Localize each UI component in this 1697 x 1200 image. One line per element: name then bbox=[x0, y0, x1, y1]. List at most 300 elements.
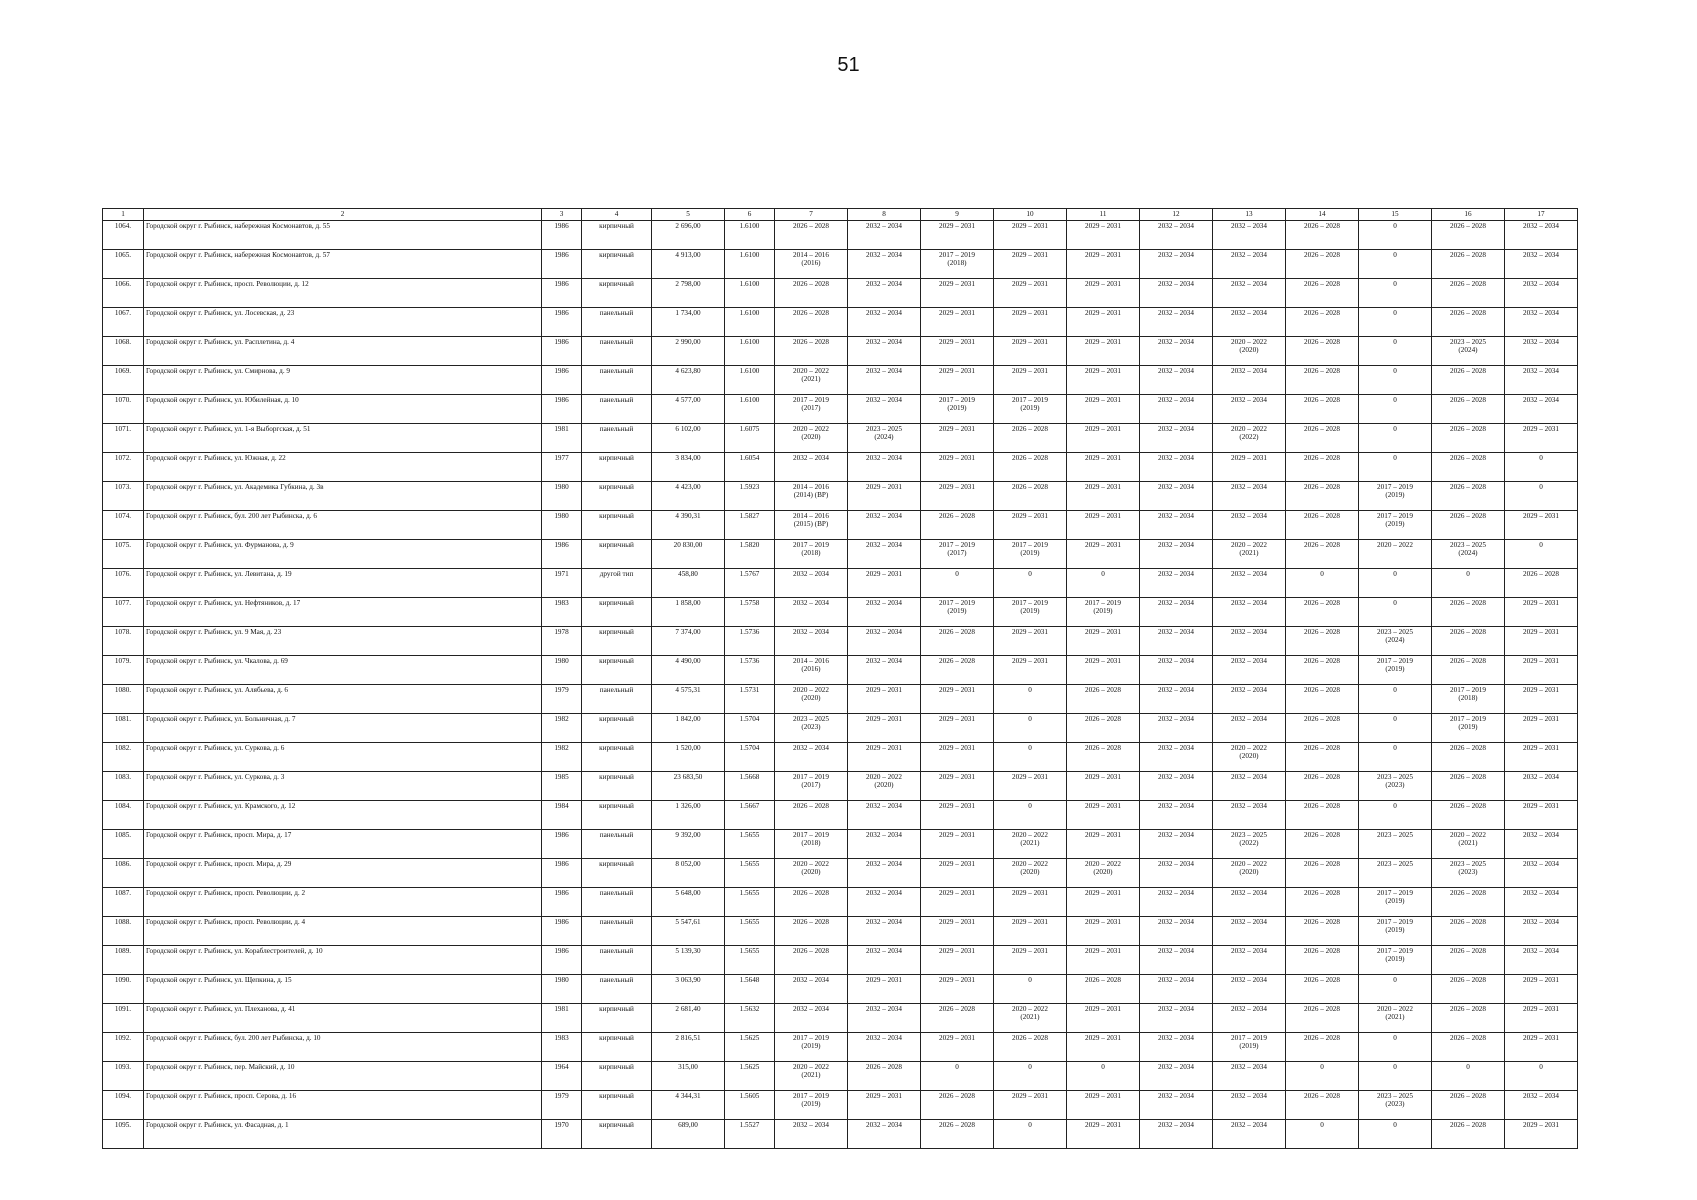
table-cell: 1986 bbox=[542, 830, 582, 859]
table-cell: 0 bbox=[1359, 308, 1432, 337]
table-cell: 2017 – 2019 (2019) bbox=[921, 598, 994, 627]
column-number-header: 14 bbox=[1286, 209, 1359, 221]
table-cell: 2029 – 2031 bbox=[921, 975, 994, 1004]
table-cell: 8 052,00 bbox=[652, 859, 725, 888]
table-cell: 2017 – 2019 (2019) bbox=[1067, 598, 1140, 627]
table-cell: 2017 – 2019 (2019) bbox=[994, 598, 1067, 627]
table-cell: 2032 – 2034 bbox=[1213, 511, 1286, 540]
table-row bbox=[103, 569, 1578, 598]
table-cell: 0 bbox=[994, 1120, 1067, 1149]
table-cell: 2032 – 2034 bbox=[848, 308, 921, 337]
table-cell: кирпичный bbox=[582, 221, 652, 250]
table-cell: 2029 – 2031 bbox=[1067, 1004, 1140, 1033]
table-cell: 2029 – 2031 bbox=[1505, 598, 1578, 627]
row-number-cell: 1092. bbox=[103, 1033, 144, 1062]
table-cell: 2029 – 2031 bbox=[1505, 685, 1578, 714]
table-cell: 2026 – 2028 bbox=[1432, 453, 1505, 482]
table-cell: 2029 – 2031 bbox=[994, 279, 1067, 308]
table-cell: 23 683,50 bbox=[652, 772, 725, 801]
row-number-cell: 1067. bbox=[103, 308, 144, 337]
table-row bbox=[103, 424, 1578, 453]
table-cell: 2026 – 2028 bbox=[1286, 453, 1359, 482]
table-cell: 2026 – 2028 bbox=[1286, 482, 1359, 511]
row-number-cell: 1075. bbox=[103, 540, 144, 569]
table-cell: 2017 – 2019 (2018) bbox=[921, 250, 994, 279]
table-cell: 1.5767 bbox=[725, 569, 775, 598]
table-row bbox=[103, 859, 1578, 888]
table-cell: кирпичный bbox=[582, 743, 652, 772]
table-cell: 2029 – 2031 bbox=[1067, 540, 1140, 569]
table-cell: 1 326,00 bbox=[652, 801, 725, 830]
table-cell: 2032 – 2034 bbox=[1140, 830, 1213, 859]
table-cell: 2026 – 2028 bbox=[1432, 366, 1505, 395]
table-cell: 2026 – 2028 bbox=[1432, 1120, 1505, 1149]
table-cell: 1.5655 bbox=[725, 888, 775, 917]
table-cell: 2026 – 2028 bbox=[1286, 1004, 1359, 1033]
table-cell: 2026 – 2028 bbox=[1286, 395, 1359, 424]
table-cell: 2032 – 2034 bbox=[1505, 772, 1578, 801]
table-cell: 2032 – 2034 bbox=[1213, 685, 1286, 714]
table-cell: 1.6054 bbox=[725, 453, 775, 482]
table-cell: 2026 – 2028 bbox=[1432, 1033, 1505, 1062]
table-cell: кирпичный bbox=[582, 1004, 652, 1033]
table-cell: 1.6100 bbox=[725, 250, 775, 279]
table-cell: 2029 – 2031 bbox=[1067, 250, 1140, 279]
table-row bbox=[103, 743, 1578, 772]
table-cell: 0 bbox=[1359, 714, 1432, 743]
table-cell: 0 bbox=[1359, 801, 1432, 830]
table-cell: 2026 – 2028 bbox=[1432, 627, 1505, 656]
address-cell: Городской округ г. Рыбинск, ул. Щепкина, д. 15 bbox=[144, 975, 542, 1004]
table-cell: 2029 – 2031 bbox=[921, 743, 994, 772]
table-cell: 2017 – 2019 (2019) bbox=[1359, 946, 1432, 975]
table-cell: 1.5655 bbox=[725, 859, 775, 888]
table-cell: 2026 – 2028 bbox=[1432, 946, 1505, 975]
table-cell: 2023 – 2025 (2023) bbox=[1359, 1091, 1432, 1120]
table-cell: 1.5736 bbox=[725, 627, 775, 656]
table-row bbox=[103, 946, 1578, 975]
table-cell: 2032 – 2034 bbox=[775, 1120, 848, 1149]
table-cell: 2029 – 2031 bbox=[994, 308, 1067, 337]
table-cell: 2032 – 2034 bbox=[848, 540, 921, 569]
table-cell: 2029 – 2031 bbox=[921, 830, 994, 859]
column-number-header: 9 bbox=[921, 209, 994, 221]
table-cell: 2032 – 2034 bbox=[1140, 888, 1213, 917]
table-cell: 2032 – 2034 bbox=[1140, 308, 1213, 337]
table-cell: 2032 – 2034 bbox=[1140, 801, 1213, 830]
table-row bbox=[103, 221, 1578, 250]
table-cell: 2032 – 2034 bbox=[1213, 1004, 1286, 1033]
table-cell: 2017 – 2019 (2019) bbox=[1359, 511, 1432, 540]
table-cell: 0 bbox=[1505, 1062, 1578, 1091]
table-cell: 2026 – 2028 bbox=[1286, 627, 1359, 656]
table-cell: 2032 – 2034 bbox=[775, 743, 848, 772]
address-cell: Городской округ г. Рыбинск, ул. 9 Мая, д. 23 bbox=[144, 627, 542, 656]
table-cell: 2029 – 2031 bbox=[1505, 1120, 1578, 1149]
table-cell: 2029 – 2031 bbox=[994, 250, 1067, 279]
table-cell: кирпичный bbox=[582, 482, 652, 511]
row-number-cell: 1088. bbox=[103, 917, 144, 946]
table-cell: 1980 bbox=[542, 511, 582, 540]
table-cell: 2032 – 2034 bbox=[1140, 975, 1213, 1004]
address-cell: Городской округ г. Рыбинск, пер. Майский, д. 10 bbox=[144, 1062, 542, 1091]
table-cell: 2029 – 2031 bbox=[921, 279, 994, 308]
table-cell: 1980 bbox=[542, 656, 582, 685]
table-cell: 2026 – 2028 bbox=[921, 1120, 994, 1149]
table-cell: 2029 – 2031 bbox=[1505, 1033, 1578, 1062]
table-cell: 1977 bbox=[542, 453, 582, 482]
table-cell: 2017 – 2019 (2017) bbox=[775, 395, 848, 424]
table-cell: 1 858,00 bbox=[652, 598, 725, 627]
table-cell: 2026 – 2028 bbox=[1286, 946, 1359, 975]
table-cell: 4 577,00 bbox=[652, 395, 725, 424]
table-cell: 2029 – 2031 bbox=[1505, 424, 1578, 453]
table-cell: 2032 – 2034 bbox=[1213, 366, 1286, 395]
table-cell: 2026 – 2028 bbox=[1432, 308, 1505, 337]
table-cell: 2029 – 2031 bbox=[1067, 424, 1140, 453]
address-cell: Городской округ г. Рыбинск, просп. Мира, д. 29 bbox=[144, 859, 542, 888]
table-cell: 2032 – 2034 bbox=[1505, 917, 1578, 946]
table-cell: 2032 – 2034 bbox=[1213, 482, 1286, 511]
table-cell: 2017 – 2019 (2019) bbox=[994, 395, 1067, 424]
table-cell: 2029 – 2031 bbox=[1505, 627, 1578, 656]
table-cell: 2029 – 2031 bbox=[848, 714, 921, 743]
table-cell: 2026 – 2028 bbox=[994, 1033, 1067, 1062]
table-cell: 2026 – 2028 bbox=[775, 308, 848, 337]
column-number-header: 8 bbox=[848, 209, 921, 221]
table-cell: кирпичный bbox=[582, 540, 652, 569]
address-cell: Городской округ г. Рыбинск, набережная Космонавтов, д. 57 bbox=[144, 250, 542, 279]
table-cell: 7 374,00 bbox=[652, 627, 725, 656]
table-cell: 2029 – 2031 bbox=[921, 801, 994, 830]
table-cell: 0 bbox=[1359, 453, 1432, 482]
row-number-cell: 1080. bbox=[103, 685, 144, 714]
table-cell: 2026 – 2028 bbox=[994, 424, 1067, 453]
table-row bbox=[103, 714, 1578, 743]
table-cell: 0 bbox=[1505, 540, 1578, 569]
table-cell: 2026 – 2028 bbox=[1432, 801, 1505, 830]
table-cell: 0 bbox=[994, 975, 1067, 1004]
table-cell: кирпичный bbox=[582, 801, 652, 830]
table-cell: 1.5648 bbox=[725, 975, 775, 1004]
table-cell: 2026 – 2028 bbox=[1432, 424, 1505, 453]
table-cell: 2032 – 2034 bbox=[1140, 1120, 1213, 1149]
table-cell: 2023 – 2025 (2024) bbox=[1432, 337, 1505, 366]
row-number-cell: 1082. bbox=[103, 743, 144, 772]
address-cell: Городской округ г. Рыбинск, просп. Революции, д. 4 bbox=[144, 917, 542, 946]
table-cell: 2029 – 2031 bbox=[1067, 279, 1140, 308]
table-cell: 2026 – 2028 bbox=[1286, 540, 1359, 569]
address-cell: Городской округ г. Рыбинск, набережная Космонавтов, д. 55 bbox=[144, 221, 542, 250]
table-cell: 2029 – 2031 bbox=[994, 511, 1067, 540]
table-cell: 2020 – 2022 (2021) bbox=[1432, 830, 1505, 859]
table-cell: 1983 bbox=[542, 1033, 582, 1062]
column-number-header: 3 bbox=[542, 209, 582, 221]
table-cell: 0 bbox=[921, 1062, 994, 1091]
table-cell: 1986 bbox=[542, 946, 582, 975]
table-cell: 2020 – 2022 (2020) bbox=[1213, 743, 1286, 772]
table-cell: 2020 – 2022 (2020) bbox=[1067, 859, 1140, 888]
row-number-cell: 1070. bbox=[103, 395, 144, 424]
table-cell: 0 bbox=[1359, 221, 1432, 250]
table-cell: 1.5704 bbox=[725, 714, 775, 743]
table-cell: 0 bbox=[1359, 395, 1432, 424]
table-cell: 2023 – 2025 (2024) bbox=[848, 424, 921, 453]
table-cell: 2032 – 2034 bbox=[1140, 627, 1213, 656]
table-cell: 4 490,00 bbox=[652, 656, 725, 685]
table-cell: 4 423,00 bbox=[652, 482, 725, 511]
table-cell: 2029 – 2031 bbox=[848, 685, 921, 714]
column-number-header: 12 bbox=[1140, 209, 1213, 221]
table-row bbox=[103, 627, 1578, 656]
table-cell: 2026 – 2028 bbox=[1286, 308, 1359, 337]
table-cell: 3 834,00 bbox=[652, 453, 725, 482]
table-cell: 0 bbox=[994, 1062, 1067, 1091]
table-cell: 2029 – 2031 bbox=[921, 888, 994, 917]
table-cell: 1.5625 bbox=[725, 1033, 775, 1062]
table-cell: 2017 – 2019 (2018) bbox=[775, 830, 848, 859]
table-cell: 0 bbox=[1359, 685, 1432, 714]
row-number-cell: 1076. bbox=[103, 569, 144, 598]
table-cell: 2032 – 2034 bbox=[775, 453, 848, 482]
table-cell: 1.5758 bbox=[725, 598, 775, 627]
table-cell: 2032 – 2034 bbox=[1505, 830, 1578, 859]
table-cell: 2032 – 2034 bbox=[775, 975, 848, 1004]
table-cell: 2029 – 2031 bbox=[921, 453, 994, 482]
table-cell: 2026 – 2028 bbox=[775, 221, 848, 250]
column-number-header: 7 bbox=[775, 209, 848, 221]
table-cell: 2029 – 2031 bbox=[921, 221, 994, 250]
table-cell: 2032 – 2034 bbox=[1213, 279, 1286, 308]
table-cell: 2032 – 2034 bbox=[1140, 917, 1213, 946]
table-cell: 2026 – 2028 bbox=[1432, 598, 1505, 627]
table-cell: 2032 – 2034 bbox=[848, 627, 921, 656]
address-cell: Городской округ г. Рыбинск, ул. Академика Губкина, д. 3в bbox=[144, 482, 542, 511]
column-number-header: 6 bbox=[725, 209, 775, 221]
table-cell: панельный bbox=[582, 395, 652, 424]
table-cell: 2029 – 2031 bbox=[1067, 801, 1140, 830]
table-cell: 2026 – 2028 bbox=[1286, 888, 1359, 917]
table-cell: 2026 – 2028 bbox=[1286, 337, 1359, 366]
column-number-header: 5 bbox=[652, 209, 725, 221]
table-cell: 2017 – 2019 (2019) bbox=[1359, 482, 1432, 511]
table-cell: 2026 – 2028 bbox=[775, 917, 848, 946]
table-cell: 2029 – 2031 bbox=[848, 569, 921, 598]
table-cell: 0 bbox=[1359, 1120, 1432, 1149]
table-cell: 2032 – 2034 bbox=[1140, 1062, 1213, 1091]
table-cell: 2032 – 2034 bbox=[1213, 1062, 1286, 1091]
table-cell: 2020 – 2022 (2021) bbox=[775, 1062, 848, 1091]
table-cell: 0 bbox=[1067, 1062, 1140, 1091]
table-row bbox=[103, 801, 1578, 830]
row-number-cell: 1064. bbox=[103, 221, 144, 250]
table-cell: 2029 – 2031 bbox=[994, 888, 1067, 917]
table-cell: 2029 – 2031 bbox=[1067, 1033, 1140, 1062]
table-cell: 1964 bbox=[542, 1062, 582, 1091]
table-cell: 2017 – 2019 (2019) bbox=[775, 1033, 848, 1062]
table-cell: 2014 – 2016 (2014) (ВР) bbox=[775, 482, 848, 511]
address-cell: Городской округ г. Рыбинск, просп. Мира, д. 17 bbox=[144, 830, 542, 859]
table-cell: 1.6100 bbox=[725, 308, 775, 337]
row-number-cell: 1068. bbox=[103, 337, 144, 366]
table-cell: 2026 – 2028 bbox=[1286, 830, 1359, 859]
table-cell: кирпичный bbox=[582, 627, 652, 656]
table-cell: 0 bbox=[994, 569, 1067, 598]
table-cell: 2032 – 2034 bbox=[1140, 946, 1213, 975]
table-cell: 2023 – 2025 (2022) bbox=[1213, 830, 1286, 859]
table-cell: 2029 – 2031 bbox=[848, 743, 921, 772]
table-cell: 2032 – 2034 bbox=[1140, 511, 1213, 540]
table-cell: 0 bbox=[1359, 743, 1432, 772]
row-number-cell: 1083. bbox=[103, 772, 144, 801]
table-cell: 2026 – 2028 bbox=[1286, 221, 1359, 250]
table-cell: 2020 – 2022 (2020) bbox=[775, 685, 848, 714]
row-number-cell: 1078. bbox=[103, 627, 144, 656]
table-cell: 2 816,51 bbox=[652, 1033, 725, 1062]
table-cell: 1.5704 bbox=[725, 743, 775, 772]
table-cell: 0 bbox=[994, 685, 1067, 714]
table-cell: 2032 – 2034 bbox=[1140, 1004, 1213, 1033]
address-cell: Городской округ г. Рыбинск, просп. Серова, д. 16 bbox=[144, 1091, 542, 1120]
table-cell: 0 bbox=[1359, 975, 1432, 1004]
table-cell: 0 bbox=[1286, 1120, 1359, 1149]
table-cell: кирпичный bbox=[582, 714, 652, 743]
table-cell: 2032 – 2034 bbox=[848, 946, 921, 975]
table-cell: 2032 – 2034 bbox=[1140, 424, 1213, 453]
table-cell: 1979 bbox=[542, 685, 582, 714]
table-cell: 315,00 bbox=[652, 1062, 725, 1091]
table-cell: 0 bbox=[1359, 598, 1432, 627]
table-cell: 1.6100 bbox=[725, 366, 775, 395]
table-cell: 2029 – 2031 bbox=[1505, 714, 1578, 743]
table-cell: 1979 bbox=[542, 1091, 582, 1120]
table-cell: 2032 – 2034 bbox=[1140, 1033, 1213, 1062]
table-cell: 2032 – 2034 bbox=[1140, 221, 1213, 250]
address-cell: Городской округ г. Рыбинск, ул. Суркова, д. 3 bbox=[144, 772, 542, 801]
table-cell: 2032 – 2034 bbox=[1213, 308, 1286, 337]
table-cell: панельный bbox=[582, 888, 652, 917]
table-row bbox=[103, 453, 1578, 482]
address-cell: Городской округ г. Рыбинск, ул. Суркова, д. 6 bbox=[144, 743, 542, 772]
table-cell: 1.5655 bbox=[725, 917, 775, 946]
table-cell: 458,80 bbox=[652, 569, 725, 598]
table-cell: 5 547,61 bbox=[652, 917, 725, 946]
table-cell: панельный bbox=[582, 366, 652, 395]
table-cell: 2032 – 2034 bbox=[1213, 627, 1286, 656]
table-cell: 2020 – 2022 (2020) bbox=[848, 772, 921, 801]
table-cell: 2032 – 2034 bbox=[1140, 540, 1213, 569]
table-cell: 2026 – 2028 bbox=[1505, 569, 1578, 598]
table-cell: 2032 – 2034 bbox=[1213, 1091, 1286, 1120]
column-number-header: 2 bbox=[144, 209, 542, 221]
table-cell: панельный bbox=[582, 917, 652, 946]
column-number-header: 4 bbox=[582, 209, 652, 221]
table-cell: 2029 – 2031 bbox=[921, 685, 994, 714]
table-cell: 2029 – 2031 bbox=[994, 337, 1067, 366]
table-row bbox=[103, 1091, 1578, 1120]
table-cell: 2029 – 2031 bbox=[921, 366, 994, 395]
table-cell: 1.5632 bbox=[725, 1004, 775, 1033]
address-cell: Городской округ г. Рыбинск, ул. Нефтяников, д. 17 bbox=[144, 598, 542, 627]
table-cell: панельный bbox=[582, 975, 652, 1004]
table-cell: 2032 – 2034 bbox=[848, 1120, 921, 1149]
table-cell: 0 bbox=[1286, 569, 1359, 598]
table-row bbox=[103, 279, 1578, 308]
table-cell: кирпичный bbox=[582, 859, 652, 888]
table-cell: 3 063,90 bbox=[652, 975, 725, 1004]
table-cell: 1986 bbox=[542, 859, 582, 888]
table-cell: 1 842,00 bbox=[652, 714, 725, 743]
table-cell: 2032 – 2034 bbox=[1213, 772, 1286, 801]
table-cell: 2026 – 2028 bbox=[775, 888, 848, 917]
table-cell: 2020 – 2022 (2021) bbox=[1359, 1004, 1432, 1033]
table-cell: 1986 bbox=[542, 250, 582, 279]
table-row bbox=[103, 772, 1578, 801]
table-cell: 2029 – 2031 bbox=[1067, 308, 1140, 337]
table-cell: кирпичный bbox=[582, 511, 652, 540]
table-cell: 2029 – 2031 bbox=[921, 1033, 994, 1062]
table-cell: 2032 – 2034 bbox=[848, 598, 921, 627]
table-cell: 2029 – 2031 bbox=[1067, 917, 1140, 946]
table-cell: 2 696,00 bbox=[652, 221, 725, 250]
row-number-cell: 1066. bbox=[103, 279, 144, 308]
table-cell: 2026 – 2028 bbox=[1432, 1091, 1505, 1120]
table-cell: 0 bbox=[1286, 1062, 1359, 1091]
table-cell: 2032 – 2034 bbox=[1213, 917, 1286, 946]
table-cell: 1985 bbox=[542, 772, 582, 801]
table-cell: 2026 – 2028 bbox=[1432, 975, 1505, 1004]
table-cell: кирпичный bbox=[582, 598, 652, 627]
row-number-cell: 1077. bbox=[103, 598, 144, 627]
table-cell: 2026 – 2028 bbox=[921, 1004, 994, 1033]
table-cell: 2017 – 2019 (2019) bbox=[1359, 917, 1432, 946]
table-cell: 2029 – 2031 bbox=[994, 221, 1067, 250]
table-cell: 2032 – 2034 bbox=[1140, 772, 1213, 801]
table-cell: 2032 – 2034 bbox=[1140, 598, 1213, 627]
table-cell: 2029 – 2031 bbox=[1505, 1004, 1578, 1033]
table-cell: 2014 – 2016 (2016) bbox=[775, 656, 848, 685]
address-cell: Городской округ г. Рыбинск, бул. 200 лет Рыбинска, д. 6 bbox=[144, 511, 542, 540]
table-cell: 1983 bbox=[542, 598, 582, 627]
table-cell: 1981 bbox=[542, 424, 582, 453]
table-cell: 2026 – 2028 bbox=[921, 1091, 994, 1120]
table-cell: кирпичный bbox=[582, 1033, 652, 1062]
table-cell: 2 681,40 bbox=[652, 1004, 725, 1033]
table-cell: 1.5820 bbox=[725, 540, 775, 569]
table-cell: 2032 – 2034 bbox=[848, 511, 921, 540]
table-cell: 2032 – 2034 bbox=[1140, 482, 1213, 511]
table-cell: 2026 – 2028 bbox=[1286, 511, 1359, 540]
table-cell: 1982 bbox=[542, 743, 582, 772]
table-cell: 2029 – 2031 bbox=[921, 308, 994, 337]
table-cell: 2026 – 2028 bbox=[1286, 743, 1359, 772]
table-row bbox=[103, 975, 1578, 1004]
table-cell: 0 bbox=[1067, 569, 1140, 598]
row-number-cell: 1079. bbox=[103, 656, 144, 685]
table-cell: 4 623,80 bbox=[652, 366, 725, 395]
table-cell: 2032 – 2034 bbox=[1505, 859, 1578, 888]
table-cell: 2029 – 2031 bbox=[1067, 627, 1140, 656]
address-cell: Городской округ г. Рыбинск, просп. Революции, д. 12 bbox=[144, 279, 542, 308]
address-cell: Городской округ г. Рыбинск, ул. Кораблестроителей, д. 10 bbox=[144, 946, 542, 975]
table-cell: 4 575,31 bbox=[652, 685, 725, 714]
table-cell: 2032 – 2034 bbox=[1505, 366, 1578, 395]
table-cell: 2026 – 2028 bbox=[1286, 279, 1359, 308]
table-cell: 2029 – 2031 bbox=[848, 1091, 921, 1120]
table-cell: 2026 – 2028 bbox=[1432, 279, 1505, 308]
table-cell: 2032 – 2034 bbox=[1505, 395, 1578, 424]
table-cell: 0 bbox=[994, 801, 1067, 830]
